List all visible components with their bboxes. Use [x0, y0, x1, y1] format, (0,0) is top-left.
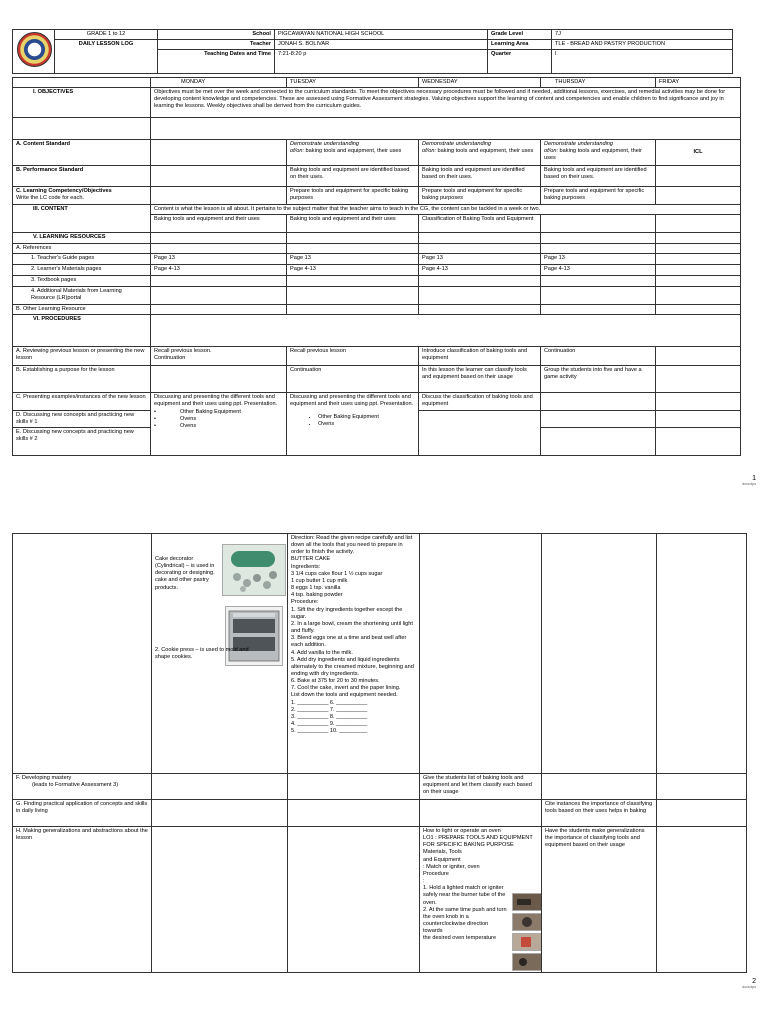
daily-lesson-log-title: DAILY LESSON LOG — [55, 40, 158, 74]
proc-c-tue — [287, 392, 419, 455]
blank-cell — [656, 286, 741, 304]
page-number-text: 1 — [752, 475, 756, 482]
blank-cell — [151, 118, 741, 140]
proc-a-mon-2: Continuation — [154, 354, 186, 361]
page-footer-mark: docs.tips — [742, 984, 756, 989]
recipe-line: 2. __________ 7. __________ — [291, 706, 368, 713]
blank-cell — [151, 244, 287, 254]
proc-a-wed: Introduce classification of baking tools and equipment — [419, 346, 541, 365]
competency-label — [13, 187, 151, 205]
blank-cell — [152, 827, 288, 973]
proc-d-label: D. Discussing new concepts and practicing new skills # 1 — [13, 410, 151, 427]
blank-cell — [151, 314, 741, 346]
proc-c-mon-text: Discussing and presenting the different tools and equipment and their uses using ppt. Presentation. — [154, 393, 278, 407]
cs-rest: baking tools and equipment, their uses — [544, 148, 642, 162]
proc-f-wed: Give the students list of baking tools and equipment and let them classify each based on their usage — [420, 774, 542, 800]
day-thursday: THURSDAY — [541, 78, 656, 88]
oven-line: Materials, Tools — [423, 849, 462, 856]
blank-cell — [288, 827, 420, 973]
day-tuesday: TUESDAY — [287, 78, 419, 88]
lc-tue: Prepare tools and equipment for specific baking purposes — [287, 187, 419, 205]
procedures-label: VI. PROCEDURES — [13, 314, 151, 346]
school-label: School — [158, 30, 275, 40]
proc-c-tue-list — [290, 414, 415, 428]
list-item: • Other Baking Equipment — [318, 414, 415, 421]
blank-cell — [288, 774, 420, 800]
oven-line: Procedure — [423, 870, 449, 877]
blank-cell — [152, 774, 288, 800]
blank-cell — [541, 286, 656, 304]
proc-b-thu: Group the students into five and have a game activity — [541, 365, 656, 392]
proc-e-label: E. Discussing new concepts and practicing new skills # 2 — [13, 428, 151, 456]
blank-cell — [541, 304, 656, 314]
oven-line: : Match or igniter, oven — [423, 863, 480, 870]
blank-cell — [656, 244, 741, 254]
learners-materials-label: 2. Learner's Materials pages — [13, 265, 151, 276]
blank-cell — [287, 233, 419, 244]
proc-b-fri — [656, 365, 741, 392]
content-standard-fri — [656, 140, 741, 166]
butter-cake-activity — [288, 534, 420, 774]
recipe-line: 1 cup butter 1 cup milk — [291, 577, 348, 584]
lm-wed: Page 4-13 — [419, 265, 541, 276]
proc-a-thu: Continuation — [541, 346, 656, 365]
blank-cell — [542, 774, 657, 800]
ps-tue: Baking tools and equipment are identified based on their uses. — [287, 166, 419, 187]
proc-a-fri — [656, 346, 741, 365]
blank-cell — [13, 118, 151, 140]
content-label: III. CONTENT — [13, 205, 151, 233]
lesson-table-continued — [12, 533, 747, 973]
tg-mon: Page 13 — [151, 254, 287, 265]
cs-italic: Demonstrate understanding — [544, 141, 614, 148]
blank-cell — [419, 276, 541, 286]
header-table — [12, 29, 733, 74]
blank-cell — [656, 233, 741, 244]
blank-cell — [152, 800, 288, 827]
oven-procedure — [423, 828, 533, 943]
proc-d-fri — [656, 410, 741, 427]
proc-c-mon-list — [154, 409, 283, 430]
proc-a-mon — [151, 346, 287, 365]
recipe-line: Direction: Read the given recipe carefully and list down all the tools that you need to prepare in order to finish the activity. — [291, 535, 413, 556]
proc-b-label: B. Establishing a purpose for the lesson — [13, 365, 151, 392]
learning-resources-label: V. LEARNING RESOURCES — [13, 233, 151, 244]
day-wednesday: WEDNESDAY — [419, 78, 541, 88]
blank-cell — [657, 534, 747, 774]
oven-line: the desired oven temperature — [423, 935, 497, 942]
oven-operation-cell — [420, 827, 542, 973]
blank-cell — [13, 534, 152, 774]
proc-f-label-text: F. Developing mastery — [16, 775, 72, 781]
oven-step-photo — [512, 933, 542, 951]
page-number-1 — [742, 475, 756, 487]
grade-range: GRADE 1 to 12 — [55, 30, 158, 40]
tg-thu: Page 13 — [541, 254, 656, 265]
corner-cell — [13, 78, 151, 88]
proc-d-wed — [419, 410, 541, 455]
blank-cell — [151, 233, 287, 244]
lc-fri — [656, 187, 741, 205]
blank-cell — [419, 304, 541, 314]
recipe-line: 4 tsp. baking powder — [291, 592, 343, 599]
content-standard-thu — [541, 140, 656, 166]
lc-wed: Prepare tools and equipment for specific baking purposes — [419, 187, 541, 205]
page-number-2 — [742, 978, 756, 990]
grade-level-value: 7J — [552, 30, 733, 40]
proc-e-fri — [656, 428, 741, 456]
list-item: • Ovens — [154, 423, 197, 430]
list-item: • Other Baking Equipment — [154, 409, 241, 416]
tg-tue: Page 13 — [287, 254, 419, 265]
proc-c-fri — [656, 392, 741, 410]
content-standard-label: A. Content Standard — [13, 140, 151, 166]
blank-cell — [287, 244, 419, 254]
objectives-text: Objectives must be met over the week and connected to the curriculum standards. To meet the objectives necessary procedures must be followed and if needed, additional lessons, exercises, and remedial activities may be done for developing content knowledge and competencies. These are assessed using Formative Assessment strategies. Valuing objectives support the learning of content and competencies and enable children to find significance and joy in learning the lessons. Weekly objectives shall be derived from the curriculum guides. — [151, 88, 741, 118]
blank-cell — [419, 286, 541, 304]
cs-italic2: of/on: — [422, 148, 436, 155]
recipe-line: 3. Blend eggs one at a time and beat well after each addition. — [291, 635, 407, 649]
page-footer-mark: docs.tips — [742, 481, 756, 486]
cake-decorator-text: Cake decorator (Cylindrical) – is used in decorating or designing. cake and other pastry products. — [155, 556, 215, 591]
lm-tue: Page 4-13 — [287, 265, 419, 276]
ps-wed: Baking tools and equipment are identified based on their uses. — [419, 166, 541, 187]
oven-line: 1. Hold a lighted match or igniter safely near the burner tube of the oven. — [423, 885, 506, 906]
competency-sub: Write the LC code for each. — [16, 195, 84, 202]
cake-decorator-image — [222, 544, 286, 596]
list-item: • Ovens — [318, 421, 415, 428]
blank-cell — [419, 244, 541, 254]
lm-fri — [656, 265, 741, 276]
blank-cell — [151, 276, 287, 286]
recipe-line: 3. __________ 8. __________ — [291, 713, 368, 720]
ps-thu: Baking tools and equipment are identified based on their uses. — [541, 166, 656, 187]
blank-cell — [287, 286, 419, 304]
blank-cell — [419, 233, 541, 244]
logo-cell — [13, 30, 55, 74]
blank-cell — [657, 827, 747, 973]
oven-step-photo — [512, 953, 542, 971]
proc-f-label — [13, 774, 152, 800]
content-mon: Baking tools and equipment and their uses — [151, 215, 287, 233]
recipe-line: 1. Sift the dry ingredients together except the sugar. — [291, 606, 403, 620]
proc-a-label: A. Reviewing previous lesson or presenting the new lesson — [13, 346, 151, 365]
cs-italic2: of/on: — [290, 148, 304, 155]
list-item: • Ovens — [154, 416, 197, 423]
tg-fri — [656, 254, 741, 265]
page-1 — [0, 0, 768, 496]
teachers-guide-label: 1. Teacher's Guide pages — [13, 254, 151, 265]
proc-f-sub: (leads to Formative Assessment 3) — [32, 782, 119, 789]
recipe-line: 5. __________ 10. _________ — [291, 728, 368, 735]
content-standard-wed — [419, 140, 541, 166]
tg-wed: Page 13 — [419, 254, 541, 265]
blank-cell — [656, 304, 741, 314]
proc-b-tue: Continuation — [287, 365, 419, 392]
recipe-line: 2. In a large bowl, cream the shortening until light and fluffy. — [291, 620, 413, 635]
content-tue: Baking tools and equipment and their uses — [287, 215, 419, 233]
proc-e-thu — [541, 428, 656, 456]
proc-h-thu: Have the students make generalizations the importance of classifying tools and equipment based on their usage — [542, 827, 657, 973]
day-monday: MONDAY — [151, 78, 287, 88]
grade-level-label: Grade Level — [488, 30, 552, 40]
recipe-line: BUTTER CAKE — [291, 556, 331, 563]
cs-italic2: of/on: — [544, 148, 558, 155]
proc-b-wed: In this lesson the learner can classify tools and equipment based on their usage — [419, 365, 541, 392]
oven-line: : — [423, 878, 425, 885]
cs-rest: baking tools and equipment, their uses — [304, 148, 402, 155]
list-item-text: Ovens — [179, 416, 197, 423]
blank-cell — [288, 800, 420, 827]
blank-cell — [657, 774, 747, 800]
content-note: Content is what the lesson is all about. It pertains to the subject matter that the teacher aims to teach in the CG, the content can be tackled in a week or two. — [151, 205, 741, 215]
dates-value: 7:21-8:20 p — [275, 50, 488, 74]
other-resource-label: B. Other Learning Resource — [13, 304, 151, 314]
references-label: A. References — [13, 244, 151, 254]
icl-text: ICL — [693, 149, 703, 156]
proc-c-thu — [541, 392, 656, 410]
dates-label: Teaching Dates and Time — [158, 50, 275, 74]
cs-italic: Demonstrate understanding — [290, 141, 360, 148]
school-value: PIGCAWAYAN NATIONAL HIGH SCHOOL — [275, 30, 488, 40]
oven-line: 2. At the same time push and turn the oven knob in a counterclockwise direction towards — [423, 906, 507, 935]
blank-cell — [541, 233, 656, 244]
teacher-label: Teacher — [158, 40, 275, 50]
content-wed: Classification of Baking Tools and Equipment — [419, 215, 541, 233]
content-fri — [656, 215, 741, 233]
teacher-value: JONAH S. BOLIVAR — [275, 40, 488, 50]
proc-c-wed: Discuss the classification of baking tools and equipment — [419, 392, 541, 410]
recipe-line: Ingredients: — [291, 563, 321, 570]
blank-cell — [420, 534, 542, 774]
page-2 — [0, 530, 768, 1024]
oven-line: LO1 : PREPARE TOOLS AND EQUIPMENT FOR SPECIFIC BAKING PURPOSE — [423, 835, 533, 849]
recipe-line: 8 eggs 1 tsp. vanilla — [291, 585, 341, 592]
day-friday: FRIDAY — [656, 78, 741, 88]
list-item-text: Other Baking Equipment — [179, 409, 241, 416]
recipe-line: 4. __________ 9. __________ — [291, 721, 368, 728]
recipe-line: List down the tools and equipment needed. — [291, 692, 398, 699]
content-standard-mon — [151, 140, 287, 166]
cookie-press-text: 2. Cookie press – is used to mold and shape cookies. — [155, 647, 249, 661]
performance-standard-label: B. Performance Standard — [13, 166, 151, 187]
quarter-label: Quarter — [488, 50, 552, 74]
blank-cell — [541, 244, 656, 254]
cs-italic: Demonstrate understanding — [422, 141, 492, 148]
quarter-value: I — [552, 50, 733, 74]
recipe-line: 1. __________ 6. __________ — [291, 699, 368, 706]
page-number-text: 2 — [752, 978, 756, 985]
proc-c-mon — [151, 392, 287, 455]
lm-thu: Page 4-13 — [541, 265, 656, 276]
additional-materials-label: 4. Additional Materials from Learning Resource (LR)portal — [13, 286, 151, 304]
proc-b-mon — [151, 365, 287, 392]
proc-a-tue: Recall previous lesson — [287, 346, 419, 365]
recipe-line: 6. Bake at 375 for 20 to 30 minutes. — [291, 678, 380, 685]
blank-cell — [656, 276, 741, 286]
recipe-line: 5. Add dry ingredients and liquid ingredients alternately to the creamed mixture, beginning and ending with dry ingredients. — [291, 656, 414, 677]
learning-area-value: TLE - BREAD AND PASTRY PRODUCTION — [552, 40, 733, 50]
lesson-table — [12, 77, 741, 456]
lc-thu: Prepare tools and equipment for specific baking purposes — [541, 187, 656, 205]
cs-rest: baking tools and equipment, their uses — [436, 148, 534, 155]
textbook-label: 3. Textbook pages — [13, 276, 151, 286]
proc-c-label: C. Presenting examples/instances of the new lesson — [13, 392, 151, 410]
content-standard-tue — [287, 140, 419, 166]
objectives-label — [13, 88, 151, 118]
recipe-line: 3 1/4 cups cake flour 1 ½ cups sugar — [291, 570, 383, 577]
recipe-line: Procedure: — [291, 599, 319, 606]
list-item-text: Ovens — [179, 423, 197, 430]
proc-g-thu: Cite instances the importance of classifying tools based on their uses helps in baking — [542, 800, 657, 827]
proc-h-label: H. Making generalizations and abstractions about the lesson — [13, 827, 152, 973]
oven-step-photo — [512, 913, 542, 931]
blank-cell — [657, 800, 747, 827]
recipe-line: 4. Add vanilla to the milk. — [291, 649, 353, 656]
blank-cell — [151, 286, 287, 304]
lc-mon — [151, 187, 287, 205]
content-thu — [541, 215, 656, 233]
tools-images-cell — [152, 534, 288, 774]
blank-cell — [541, 276, 656, 286]
proc-c-tue-text: Discussing and presenting the different tools and equipment and their uses using ppt. Presentation. — [290, 393, 414, 407]
oven-line: and Equipment — [423, 856, 461, 863]
lm-mon: Page 4-13 — [151, 265, 287, 276]
ps-mon — [151, 166, 287, 187]
blank-cell — [287, 304, 419, 314]
proc-d-thu — [541, 410, 656, 427]
recipe-line: 7. Cool the cake, invert and the paper lining. — [291, 685, 401, 692]
proc-g-label: G. Finding practical application of concepts and skills in daily living — [13, 800, 152, 827]
blank-cell — [542, 534, 657, 774]
proc-a-mon-1: Recall previous lesson. — [154, 347, 212, 354]
blank-cell — [151, 304, 287, 314]
competency-label-text: C. Learning Competency/Objectives — [16, 188, 112, 195]
objectives-label-text: I. OBJECTIVES — [33, 89, 74, 96]
blank-cell — [287, 276, 419, 286]
learning-area-label: Learning Area — [488, 40, 552, 50]
oven-step-photo — [512, 893, 542, 911]
oven-line: How to light or operate an oven — [423, 828, 501, 834]
blank-cell — [420, 800, 542, 827]
ps-fri — [656, 166, 741, 187]
